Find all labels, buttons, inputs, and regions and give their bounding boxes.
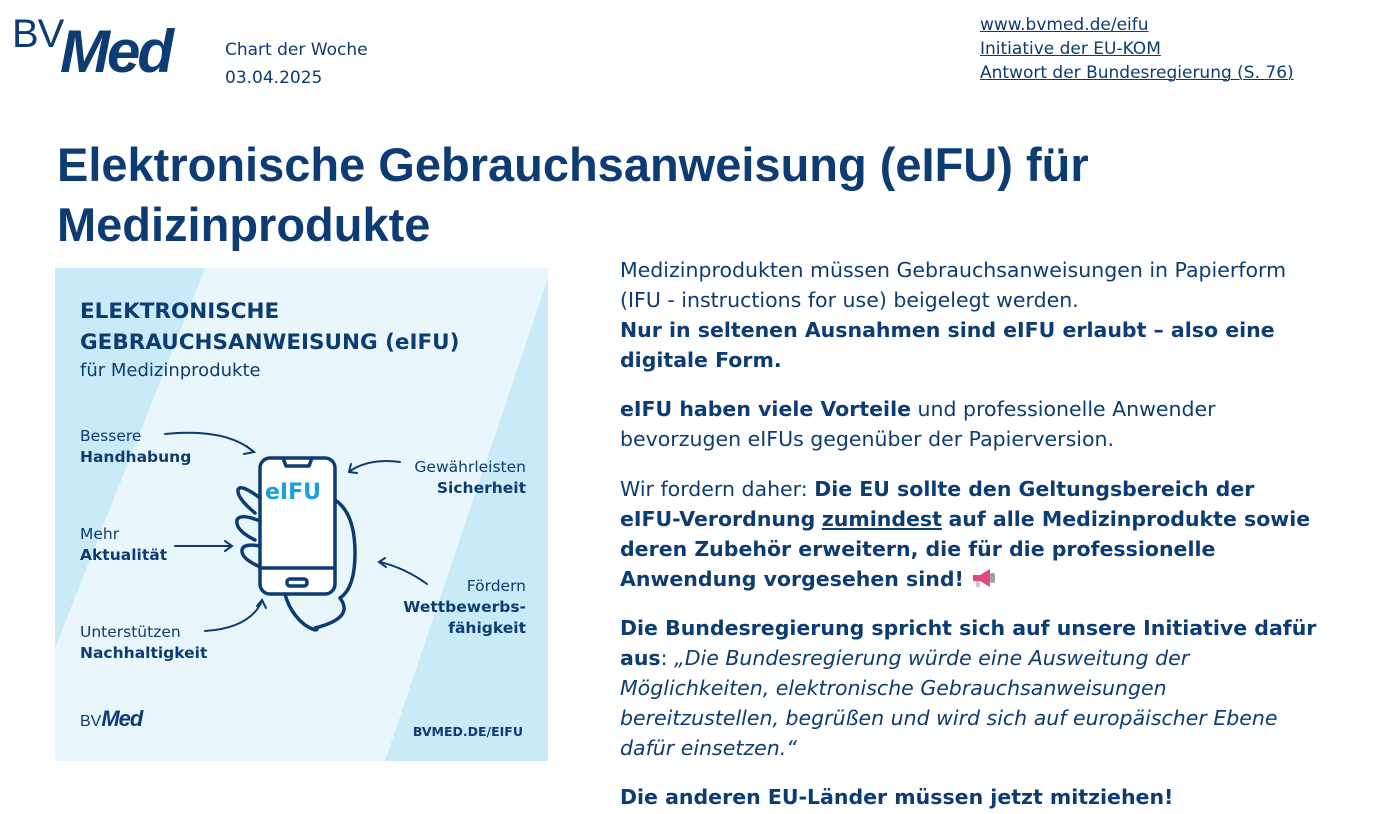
p3-underline: zumindest — [821, 507, 942, 531]
p4-colon: : — [660, 646, 668, 670]
paragraph-4 — [620, 613, 1320, 763]
p5-bold: Die anderen EU-Länder müssen jetzt mitziehen! — [620, 785, 1174, 809]
link-bvmed-eifu[interactable]: www.bvmed.de/eifu — [980, 15, 1149, 35]
label-nachhaltigkeit — [80, 622, 207, 664]
label-nachhaltigkeit-light: Unterstützen — [80, 623, 181, 641]
infographic-title — [80, 296, 459, 358]
label-aktualitaet-bold: Aktualität — [80, 546, 168, 564]
p3-bold-a: Die EU sollte den Geltungsbereich der eIFU-Verordnung — [620, 477, 1255, 531]
infographic-title-line-1: ELEKTRONISCHE — [80, 299, 280, 324]
label-handhabung-bold: Handhabung — [80, 448, 192, 466]
link-eu-kom-initiative[interactable]: Initiative der EU-KOM — [980, 39, 1161, 59]
label-nachhaltigkeit-bold: Nachhaltigkeit — [80, 644, 208, 662]
infographic-title-line-2: GEBRAUCHSANWEISUNG (eIFU) — [80, 330, 460, 355]
p1-bold: Nur in seltenen Ausnahmen sind eIFU erlaubt – also eine digitale Form. — [620, 318, 1275, 372]
label-wettbewerb-bold: Wettbewerbs- — [403, 598, 526, 616]
title-line-2: Medizinprodukte — [57, 198, 431, 251]
p1-normal: Medizinprodukten müssen Gebrauchsanweisungen in Papierform (IFU - instructions for use) beigelegt werden. — [620, 258, 1287, 312]
p2-normal: und professionelle Anwender bevorzugen eIFUs gegenüber der Papierversion. — [620, 397, 1216, 451]
paragraph-1 — [620, 255, 1320, 375]
label-handhabung — [80, 426, 191, 468]
label-wettbewerb — [403, 576, 526, 639]
paragraph-2 — [620, 394, 1320, 454]
chart-label: Chart der Woche — [225, 40, 368, 60]
label-sicherheit-light: Gewährleisten — [414, 458, 526, 476]
p4-quote: „Die Bundesregierung würde eine Ausweitung der Möglichkeiten, elektronische Gebrauchsanweisungen bereitzustellen, begrüßen und wird sich auf europäischer Ebene dafür einsetzen.“ — [620, 646, 1278, 760]
source-links — [980, 13, 1294, 85]
logo-med: Med — [60, 18, 171, 85]
phone-eifu-text: eIFU — [265, 480, 321, 505]
infographic-url: BVMED.DE/EIFU — [412, 724, 523, 739]
label-aktualitaet-light: Mehr — [80, 525, 120, 543]
title-line-1: Elektronische Gebrauchsanweisung (eIFU) für — [57, 138, 1089, 191]
infographic-logo-med: Med — [101, 706, 143, 731]
paragraph-3 — [620, 474, 1320, 594]
logo-bv: BV — [12, 12, 64, 56]
p2-bold: eIFU haben viele Vorteile — [620, 397, 912, 421]
label-sicherheit-bold: Sicherheit — [436, 479, 526, 497]
label-wettbewerb-bold-2: fähigkeit — [448, 619, 526, 637]
eifu-infographic — [55, 268, 548, 761]
infographic-subtitle: für Medizinprodukte — [80, 360, 261, 381]
bvmed-logo — [12, 8, 202, 84]
label-wettbewerb-light: Fördern — [466, 577, 526, 595]
p3-normal: Wir fordern daher: — [620, 477, 808, 501]
link-bundesregierung-antwort[interactable]: Antwort der Bundesregierung (S. 76) — [980, 63, 1294, 83]
page-title — [57, 135, 1257, 255]
label-handhabung-light: Bessere — [80, 427, 142, 445]
p4-bold: Die Bundesregierung spricht sich auf unsere Initiative dafür aus — [620, 616, 1317, 670]
p3-bold-b: auf alle Medizinprodukte sowie deren Zubehör erweitern, die für die professionelle Anwendung vorgesehen sind! — [620, 507, 1311, 591]
chart-info — [225, 36, 368, 92]
megaphone-icon — [970, 567, 998, 589]
label-aktualitaet — [80, 524, 167, 566]
infographic-logo-bv: BV — [80, 713, 102, 730]
label-sicherheit — [414, 457, 526, 499]
chart-date: 03.04.2025 — [225, 68, 323, 88]
paragraph-5 — [620, 782, 1320, 812]
infographic-logo — [80, 706, 142, 732]
